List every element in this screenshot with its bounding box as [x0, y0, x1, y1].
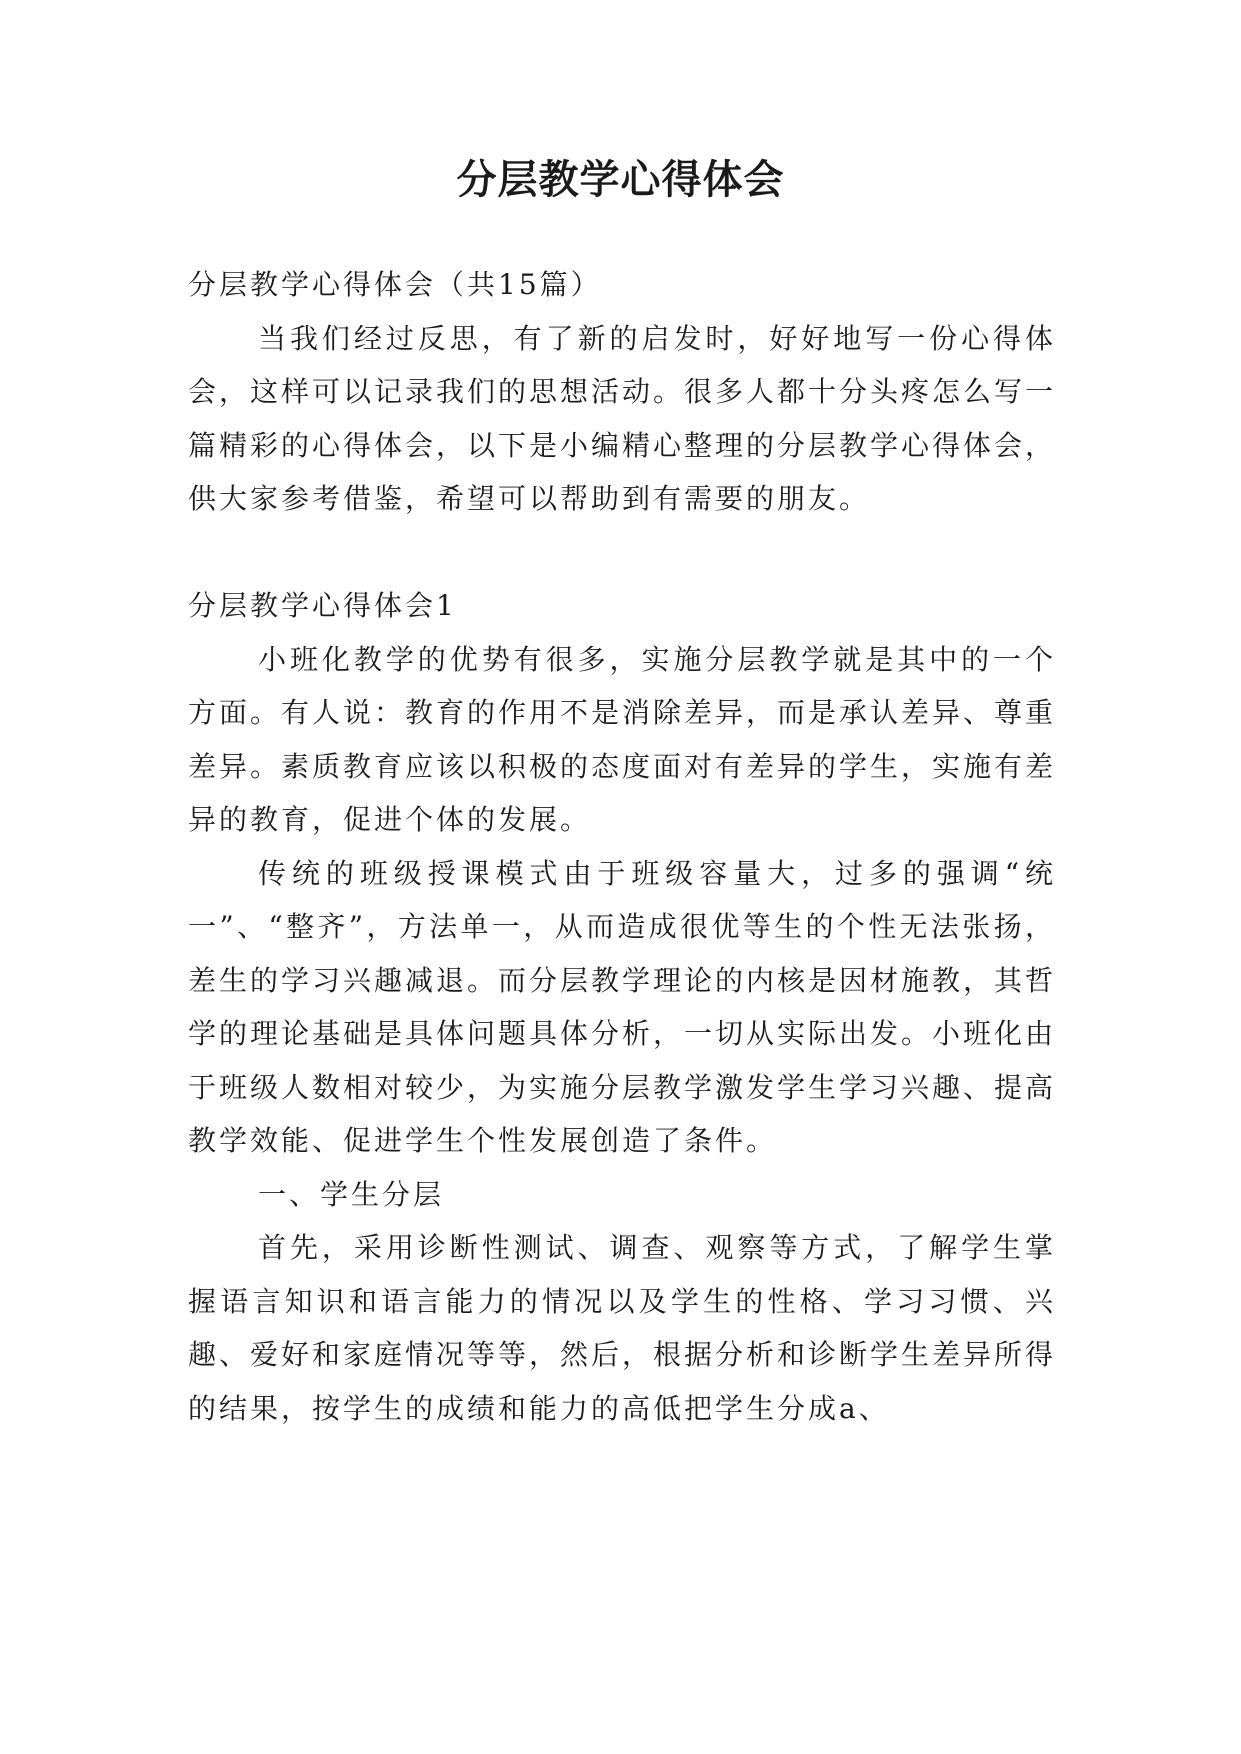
document-body: [188, 258, 1056, 1435]
intro-paragraph: 当我们经过反思，有了新的启发时，好好地写一份心得体会，这样可以记录我们的思想活动。很多人都十分头疼怎么写一篇精彩的心得体会，以下是小编精心整理的分层教学心得体会，供大家参考借鉴，希望可以帮助到有需要的朋友。: [188, 321, 1057, 515]
body-paragraph: 小班化教学的优势有很多，实施分层教学就是其中的一个方面。有人说：教育的作用不是消除差异，而是承认差异、尊重差异。素质教育应该以积极的态度面对有差异的学生，实施有差异的教育，促进个体的发展。: [188, 642, 1057, 836]
section-heading: 分层教学心得体会1: [188, 589, 457, 622]
document-subtitle: 分层教学心得体会（共15篇）: [188, 268, 602, 301]
body-paragraph: 传统的班级授课模式由于班级容量大，过多的强调“统一”、“整齐”，方法单一，从而造成很优等生的个性无法张扬，差生的学习兴趣减退。而分层教学理论的内核是因材施教，其哲学的理论基础是具体问题具体分析，一切从实际出发。小班化由于班级人数相对较少，为实施分层教学激发学生学习兴趣、提高教学效能、促进学生个性发展创造了条件。: [188, 856, 1057, 1157]
section-spacer: [188, 526, 1056, 580]
body-paragraph: 首先，采用诊断性测试、调查、观察等方式，了解学生掌握语言知识和语言能力的情况以及学生的性格、学习习惯、兴趣、爱好和家庭情况等等，然后，根据分析和诊断学生差异所得的结果，按学生的成绩和能力的高低把学生分成a、: [188, 1231, 1057, 1425]
document-title: 分层教学心得体会: [456, 157, 785, 203]
subsection-heading: 一、学生分层: [258, 1177, 445, 1211]
